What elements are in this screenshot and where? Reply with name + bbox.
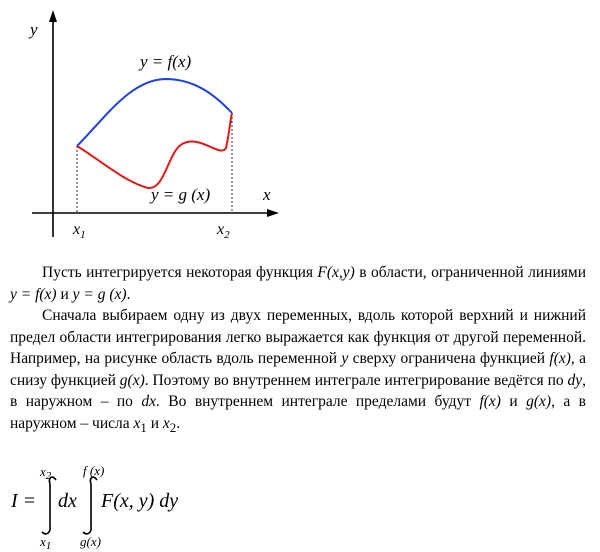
paragraph-1: Пусть интегрируется некоторая функция F(x,y) в области, ограниченной линиями y = f(x) и y = g (x). xyxy=(10,264,586,303)
x-axis-arrow xyxy=(267,209,279,217)
paragraph-2: Сначала выбираем одну из двух переменных, вдоль которой верхний и нижний предел области интегрирования легко выражается как функция от другой переменной. Например, на рисунке область вдоль переменной y сверху ограничена функцией f(x), а снизу функцией g(x). Поэтому во внутреннем интеграле интегрирование ведётся по dy, в наружном – по dx. Во внутреннем интеграле пределами будут f(x) и g(x), а в наружном – числа $x_1$ и $x_2$. xyxy=(10,307,587,435)
upper-curve-label: y = f(x) xyxy=(140,52,192,71)
inner-lower-limit: g(x) xyxy=(80,534,101,549)
description-text xyxy=(10,262,586,438)
inner-integral-sign xyxy=(83,477,97,534)
integrand: F(x, y) dy xyxy=(101,490,179,512)
outer-differential: dx xyxy=(58,490,77,512)
upper-curve-f xyxy=(77,79,232,146)
y-axis-arrow xyxy=(49,10,57,22)
x1-label: $x_1$ xyxy=(73,221,86,241)
lower-curve-g xyxy=(77,113,232,188)
outer-upper-limit: $x_2$ xyxy=(40,464,52,482)
region-figure xyxy=(0,0,600,250)
formula-lhs: I = xyxy=(11,490,37,512)
y-axis-label: y xyxy=(30,20,38,39)
double-integral-formula xyxy=(0,460,300,552)
x2-label: $x_2$ xyxy=(217,221,230,241)
x-axis-label: x xyxy=(263,185,271,204)
lower-curve-label: y = g (x) xyxy=(151,185,211,204)
outer-integral-sign xyxy=(42,477,56,534)
inner-upper-limit: f (x) xyxy=(83,463,105,478)
outer-lower-limit: $x_1$ xyxy=(40,534,52,552)
